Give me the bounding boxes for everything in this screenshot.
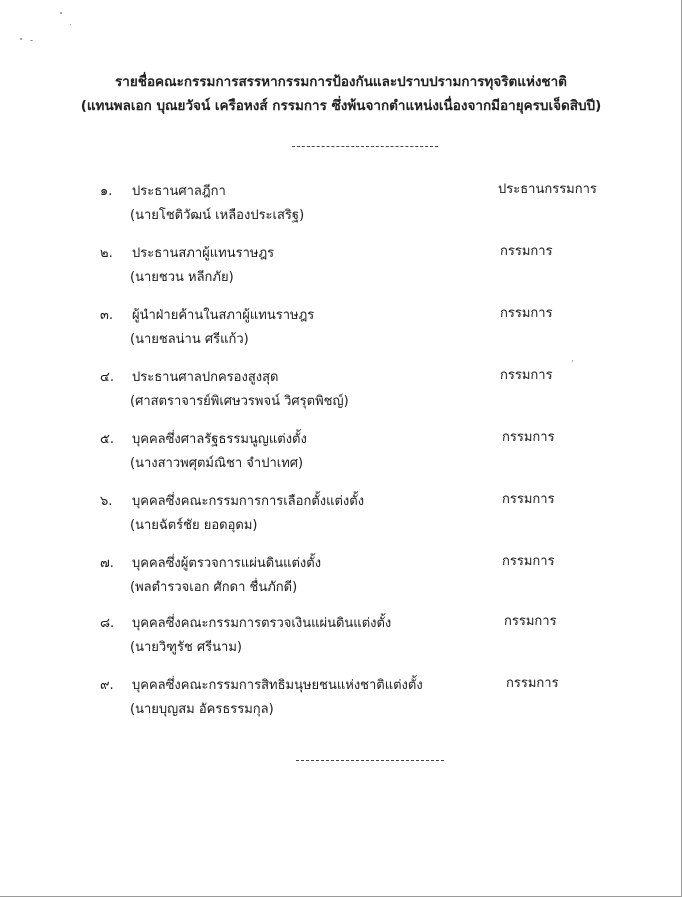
- member-position: ผู้นำฝ่ายค้านในสภาผู้แทนราษฎร: [132, 308, 315, 323]
- member-position: ประธานสภาผู้แทนราษฎร: [132, 246, 275, 261]
- top-divider: [292, 146, 438, 147]
- member-item: [0, 242, 682, 298]
- member-role: กรรมการ: [504, 614, 557, 629]
- member-name: (พลตำรวจเอก ศักดา ชื่นภักดี): [130, 580, 298, 595]
- member-number: ๕.: [100, 432, 114, 447]
- member-item: [0, 612, 682, 668]
- member-number: ๔.: [100, 370, 114, 385]
- member-role: กรรมการ: [502, 492, 555, 507]
- member-position: บุคคลซึ่งคณะกรรมการการเลือกตั้งแต่งตั้ง: [132, 494, 365, 509]
- member-role: กรรมการ: [502, 430, 555, 445]
- member-name: (นายวิฑูรัช ศรีนาม): [130, 640, 242, 655]
- member-item: [0, 304, 682, 360]
- member-position: บุคคลซึ่งคณะกรรมการตรวจเงินแผ่นดินแต่งตั้ง: [132, 616, 392, 631]
- member-role: กรรมการ: [500, 368, 553, 383]
- scan-speck: [30, 40, 33, 41]
- member-item: [0, 180, 682, 236]
- member-number: ๙.: [100, 678, 114, 693]
- member-role: กรรมการ: [500, 306, 553, 321]
- scan-speck: [70, 24, 71, 25]
- member-position: ประธานศาลฎีกา: [132, 184, 226, 199]
- member-name: (นางสาวพศุตม์ณิชา จำปาเทศ): [130, 456, 304, 471]
- member-number: ๓.: [100, 308, 114, 323]
- member-name: (นายชลน่าน ศรีแก้ว): [130, 332, 249, 347]
- scan-speck: [572, 360, 573, 362]
- member-name: (นายชวน หลีกภัย): [130, 270, 234, 285]
- member-role: ประธานกรรมการ: [498, 182, 597, 197]
- scan-speck: [60, 12, 62, 14]
- member-role: กรรมการ: [506, 676, 559, 691]
- member-number: ๖.: [100, 494, 113, 509]
- member-role: กรรมการ: [502, 554, 555, 569]
- member-item: [0, 490, 682, 546]
- document-header: [0, 70, 682, 118]
- member-name: (นายบุญสม อัครธรรมกุล): [130, 702, 274, 717]
- member-number: ๘.: [100, 616, 115, 631]
- member-role: กรรมการ: [500, 244, 553, 259]
- member-position: ประธานศาลปกครองสูงสุด: [132, 370, 279, 385]
- member-number: ๑.: [100, 184, 113, 199]
- member-position: บุคคลซึ่งผู้ตรวจการแผ่นดินแต่งตั้ง: [132, 556, 322, 571]
- member-name: (ศาสตราจารย์พิเศษวรพจน์ วิศรุตพิชญ์): [130, 394, 349, 409]
- member-number: ๒.: [100, 246, 113, 261]
- member-name: (นายโชติวัฒน์ เหลืองประเสริฐ): [130, 208, 305, 223]
- member-item: [0, 366, 682, 422]
- member-number: ๗.: [100, 556, 114, 571]
- member-name: (นายฉัตร์ชัย ยอดอุดม): [130, 518, 258, 533]
- scan-speck: [20, 38, 22, 40]
- member-position: บุคคลซึ่งศาลรัฐธรรมนูญแต่งตั้ง: [132, 432, 307, 447]
- member-item: [0, 552, 682, 608]
- member-item: [0, 428, 682, 484]
- member-position: บุคคลซึ่งคณะกรรมการสิทธิมนุษยชนแห่งชาติแต่งตั้ง: [132, 678, 423, 693]
- document-title: รายชื่อคณะกรรมการสรรหากรรมการป้องกันและปราบปรามการทุจริตแห่งชาติ: [115, 74, 567, 90]
- document-subtitle: (แทนพลเอก บุณยวัจน์ เครือหงส์ กรรมการ ซึ่งพ้นจากตำแหน่งเนื่องจากมีอายุครบเจ็ดสิบปี): [80, 98, 602, 114]
- bottom-divider: [296, 760, 444, 761]
- member-item: [0, 674, 682, 730]
